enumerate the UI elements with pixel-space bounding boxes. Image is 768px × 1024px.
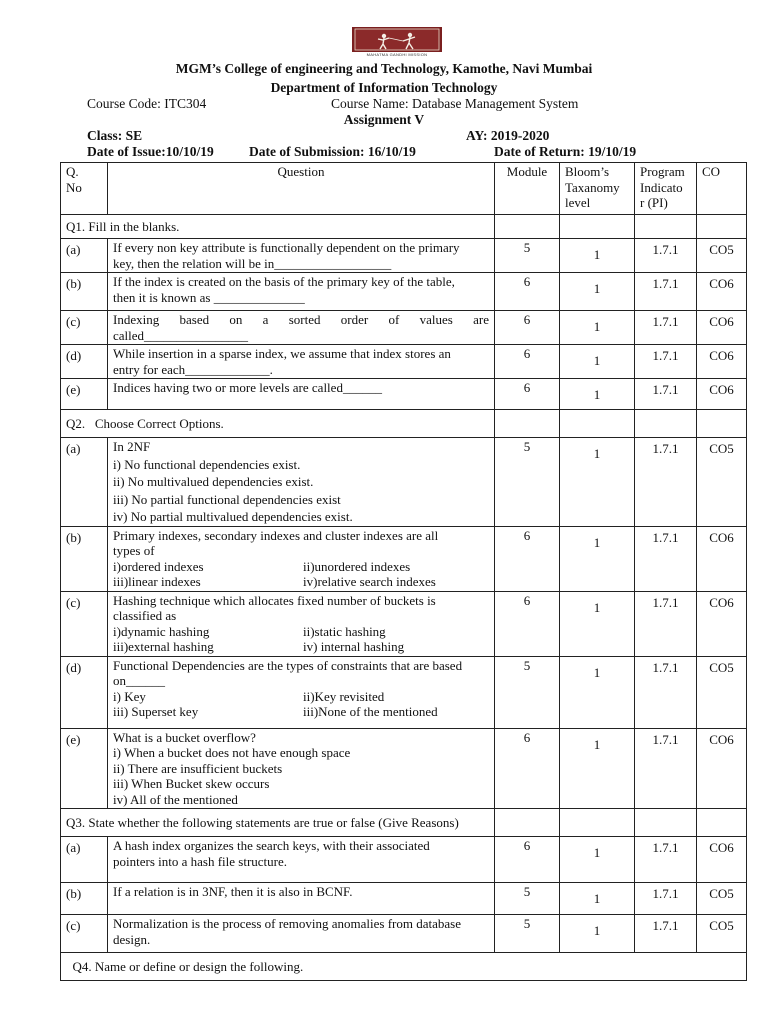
question-line: Hashing technique which allocates fixed number of buckets is <box>113 592 436 608</box>
option-text: ii)unordered indexes <box>303 558 411 574</box>
question-line: While insertion in a sparse index, we assume that index stores an <box>113 346 451 361</box>
section-title: Q3. State whether the following statements are true or false (Give Reasons) <box>61 809 495 837</box>
question-line: iv) All of the mentioned <box>113 791 238 807</box>
question-line: A hash index organizes the search keys, with their associated <box>113 838 430 853</box>
question-text <box>108 591 495 656</box>
question-row <box>61 728 747 809</box>
question-line: Functional Dependencies are the types of constraints that are based <box>113 657 463 673</box>
bloom-level: 1 <box>560 837 635 883</box>
question-text <box>108 883 495 915</box>
question-line: Normalization is the process of removing anomalies from database <box>113 916 462 931</box>
question-text <box>108 837 495 883</box>
question-row <box>61 915 747 953</box>
bloom-level: 1 <box>560 273 635 311</box>
option-text: iv) internal hashing <box>303 639 405 654</box>
option-text: iii)external hashing <box>113 639 214 654</box>
section-row <box>61 410 747 438</box>
module-value: 5 <box>495 915 560 953</box>
course-outcome: CO5 <box>697 438 747 527</box>
question-line: types of <box>113 543 155 558</box>
header-co: CO <box>697 163 747 215</box>
module-value: 6 <box>495 837 560 883</box>
table-header-row <box>61 163 747 215</box>
question-row <box>61 438 747 527</box>
option-line <box>113 639 489 655</box>
course-outcome: CO6 <box>697 311 747 345</box>
course-outcome: CO5 <box>697 239 747 273</box>
class-label: Class: SE <box>87 128 143 143</box>
module-value: 5 <box>495 438 560 527</box>
program-indicator: 1.7.1 <box>635 526 697 591</box>
question-line: If a relation is in 3NF, then it is also in BCNF. <box>113 884 353 899</box>
course-outcome: CO6 <box>697 728 747 809</box>
option-text: iii)None of the mentioned <box>303 704 438 719</box>
option-text: i)dynamic hashing <box>113 623 210 639</box>
module-value: 6 <box>495 345 560 379</box>
option-line <box>113 574 489 590</box>
option-text: i)ordered indexes <box>113 558 204 574</box>
program-indicator: 1.7.1 <box>635 656 697 728</box>
question-line: called________________ <box>113 327 249 343</box>
question-line: iv) No partial multivalued dependencies exist. <box>113 509 353 524</box>
empty-cell <box>495 410 560 438</box>
question-line: iii) When Bucket skew occurs <box>113 776 270 791</box>
question-line: then it is known as ______________ <box>113 289 305 305</box>
module-value: 5 <box>495 239 560 273</box>
date-of-submission: Date of Submission: 16/10/19 <box>249 144 416 159</box>
course-outcome: CO6 <box>697 379 747 410</box>
question-line: iii) No partial functional dependencies exist <box>113 491 341 507</box>
question-text <box>108 345 495 379</box>
question-line: i) No functional dependencies exist. <box>113 456 301 472</box>
section-row <box>61 953 747 981</box>
program-indicator: 1.7.1 <box>635 438 697 527</box>
option-line <box>113 689 489 705</box>
question-row <box>61 379 747 410</box>
logo-caption: MAHATMA GANDHI MISSION <box>366 52 428 57</box>
empty-cell <box>635 410 697 438</box>
question-line: ii) There are insufficient buckets <box>113 760 283 776</box>
question-row <box>61 311 747 345</box>
empty-cell <box>697 215 747 239</box>
program-indicator: 1.7.1 <box>635 273 697 311</box>
empty-cell <box>495 809 560 837</box>
header-module: Module <box>495 163 560 215</box>
question-line: on______ <box>113 673 165 688</box>
course-outcome: CO6 <box>697 837 747 883</box>
empty-cell <box>560 809 635 837</box>
empty-cell <box>635 215 697 239</box>
header-question: Question <box>108 163 495 215</box>
option-text: ii)static hashing <box>303 623 386 639</box>
module-value: 6 <box>495 526 560 591</box>
module-value: 5 <box>495 656 560 728</box>
question-number: (d) <box>61 656 108 728</box>
question-line: ii) No multivalued dependencies exist. <box>113 474 314 489</box>
module-value: 5 <box>495 883 560 915</box>
question-text <box>108 915 495 953</box>
question-number: (b) <box>61 526 108 591</box>
course-outcome: CO6 <box>697 273 747 311</box>
question-row <box>61 345 747 379</box>
question-number: (c) <box>61 311 108 345</box>
question-text <box>108 526 495 591</box>
program-indicator: 1.7.1 <box>635 379 697 410</box>
course-outcome: CO6 <box>697 526 747 591</box>
question-number: (c) <box>61 915 108 953</box>
module-value: 6 <box>495 728 560 809</box>
bloom-level: 1 <box>560 239 635 273</box>
question-number: (a) <box>61 438 108 527</box>
bloom-level: 1 <box>560 591 635 656</box>
section-row <box>61 809 747 837</box>
question-line: design. <box>113 931 151 947</box>
question-row <box>61 837 747 883</box>
option-text: iii) Superset key <box>113 704 199 719</box>
question-row <box>61 883 747 915</box>
course-code: Course Code: ITC304 <box>87 96 207 111</box>
question-text <box>108 728 495 809</box>
question-line: If every non key attribute is functionally dependent on the primary <box>113 240 460 255</box>
question-line: If the index is created on the basis of the primary key of the table, <box>113 274 455 289</box>
question-line: What is a bucket overflow? <box>113 729 256 745</box>
date-of-return: Date of Return: 19/10/19 <box>494 144 637 159</box>
empty-cell <box>697 410 747 438</box>
bloom-level: 1 <box>560 438 635 527</box>
section-title: Q4. Name or define or design the following. <box>61 953 747 981</box>
program-indicator: 1.7.1 <box>635 239 697 273</box>
assignment-title: Assignment V <box>343 112 425 127</box>
empty-cell <box>635 809 697 837</box>
empty-cell <box>560 215 635 239</box>
program-indicator: 1.7.1 <box>635 728 697 809</box>
course-outcome: CO5 <box>697 656 747 728</box>
empty-cell <box>697 809 747 837</box>
empty-cell <box>495 215 560 239</box>
question-text <box>108 438 495 527</box>
program-indicator: 1.7.1 <box>635 591 697 656</box>
option-line <box>113 624 489 640</box>
question-number: (b) <box>61 273 108 311</box>
question-number: (a) <box>61 239 108 273</box>
program-indicator: 1.7.1 <box>635 883 697 915</box>
question-number: (d) <box>61 345 108 379</box>
question-text <box>108 273 495 311</box>
program-indicator: 1.7.1 <box>635 345 697 379</box>
header-qno: Q. No <box>61 163 108 215</box>
bloom-level: 1 <box>560 311 635 345</box>
option-line <box>113 704 489 720</box>
option-text: i) Key <box>113 688 146 704</box>
question-text <box>108 656 495 728</box>
module-value: 6 <box>495 273 560 311</box>
question-row <box>61 591 747 656</box>
question-line: Primary indexes, secondary indexes and cluster indexes are all <box>113 527 439 543</box>
academic-year: AY: 2019-2020 <box>466 128 550 143</box>
question-line: entry for each_____________. <box>113 361 273 377</box>
module-value: 6 <box>495 311 560 345</box>
question-table <box>60 162 747 981</box>
program-indicator: 1.7.1 <box>635 311 697 345</box>
question-row <box>61 239 747 273</box>
course-outcome: CO6 <box>697 591 747 656</box>
module-value: 6 <box>495 591 560 656</box>
department-name: Department of Information Technology <box>270 80 498 95</box>
bloom-level: 1 <box>560 915 635 953</box>
question-text <box>108 311 495 345</box>
question-text <box>108 239 495 273</box>
question-line: i) When a bucket does not have enough space <box>113 745 351 760</box>
question-line: Indexing based on a sorted order of values are <box>113 312 489 327</box>
question-number: (c) <box>61 591 108 656</box>
course-outcome: CO5 <box>697 915 747 953</box>
question-number: (b) <box>61 883 108 915</box>
bloom-level: 1 <box>560 728 635 809</box>
date-of-issue: Date of Issue:10/10/19 <box>87 144 214 159</box>
bloom-level: 1 <box>560 883 635 915</box>
bloom-level: 1 <box>560 526 635 591</box>
college-name: MGM’s College of engineering and Technology, Kamothe, Navi Mumbai <box>175 61 593 76</box>
option-text: iv)relative search indexes <box>303 574 436 589</box>
question-line: Indices having two or more levels are called______ <box>113 380 382 395</box>
program-indicator: 1.7.1 <box>635 837 697 883</box>
empty-cell <box>560 410 635 438</box>
college-logo <box>352 27 442 59</box>
program-indicator: 1.7.1 <box>635 915 697 953</box>
question-line: classified as <box>113 608 177 623</box>
question-line: In 2NF <box>113 439 151 454</box>
option-line <box>113 559 489 575</box>
course-name: Course Name: Database Management System <box>331 96 579 111</box>
header-blooms: Bloom’s Taxanomy level <box>560 163 635 215</box>
section-title: Q1. Fill in the blanks. <box>61 215 495 239</box>
bloom-level: 1 <box>560 345 635 379</box>
question-text <box>108 379 495 410</box>
module-value: 6 <box>495 379 560 410</box>
bloom-level: 1 <box>560 379 635 410</box>
question-number: (a) <box>61 837 108 883</box>
question-number: (e) <box>61 728 108 809</box>
header-pi: Program Indicato r (PI) <box>635 163 697 215</box>
course-outcome: CO5 <box>697 883 747 915</box>
question-row <box>61 273 747 311</box>
option-text: iii)linear indexes <box>113 574 201 589</box>
question-number: (e) <box>61 379 108 410</box>
question-row <box>61 526 747 591</box>
question-line: pointers into a hash file structure. <box>113 853 288 869</box>
course-outcome: CO6 <box>697 345 747 379</box>
question-row <box>61 656 747 728</box>
option-text: ii)Key revisited <box>303 688 385 704</box>
question-line: key, then the relation will be in__________________ <box>113 255 392 271</box>
section-title: Q2. Choose Correct Options. <box>61 410 495 438</box>
bloom-level: 1 <box>560 656 635 728</box>
section-row <box>61 215 747 239</box>
